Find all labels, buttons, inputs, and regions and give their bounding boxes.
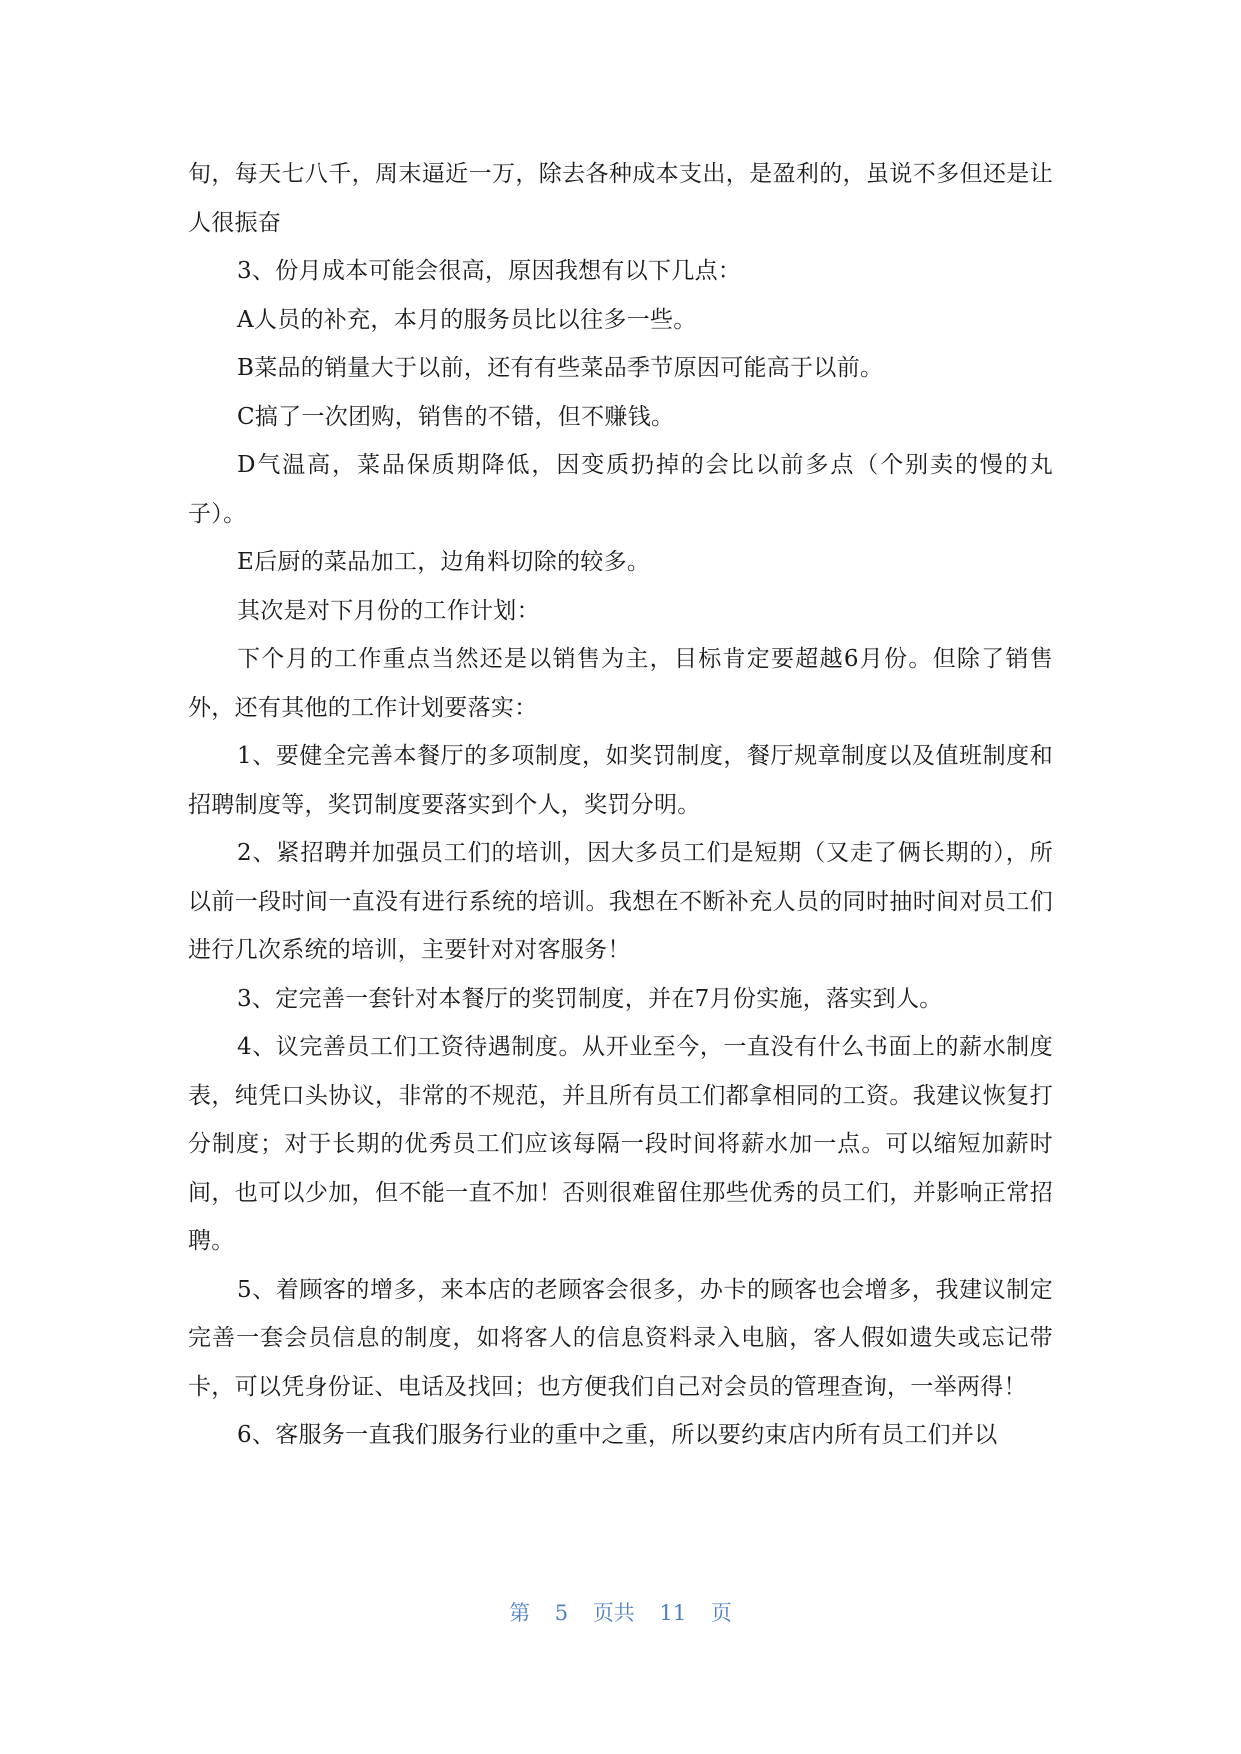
paragraph-14: 6、客服务一直我们服务行业的重中之重，所以要约束店内所有员工们并以 <box>237 1422 998 1448</box>
footer-suffix: 页 <box>710 1601 732 1625</box>
paragraph-0: 旬，每天七八千，周末逼近一万，除去各种成本支出，是盈利的，虽说不多但还是让人很振奋 <box>188 161 1053 236</box>
paragraph-8: 下个月的工作重点当然还是以销售为主，目标肯定要超越6月份。但除了销售外，还有其他的工作计划要落实： <box>188 646 1053 721</box>
paragraph-2: A人员的补充，本月的服务员比以往多一些。 <box>237 306 697 333</box>
paragraph-11: 3、定完善一套针对本餐厅的奖罚制度，并在7月份实施，落实到人。 <box>237 985 943 1012</box>
paragraph-12: 4、议完善员工们工资待遇制度。从开业至今，一直没有什么书面上的薪水制度表，纯凭口头协议，非常的不规范，并且所有员工们都拿相同的工资。我建议恢复打分制度；对于长期的优秀员工们应该每隔一段时间将薪水加一点。可以缩短加薪时间，也可以少加，但不能一直不加！否则很难留住那些优秀的员工们，并影响正常招聘。 <box>188 1034 1053 1254</box>
footer-prefix: 第 <box>509 1601 531 1625</box>
paragraph-6: E后厨的菜品加工，边角料切除的较多。 <box>237 549 651 575</box>
paragraph-10: 2、紧招聘并加强员工们的培训，因大多员工们是短期（又走了俩长期的），所以前一段时间一直没有进行系统的培训。我想在不断补充人员的同时抽时间对员工们进行几次系统的培训，主要针对对客服务！ <box>188 840 1053 963</box>
paragraph-3: B菜品的销量大于以前，还有有些菜品季节原因可能高于以前。 <box>237 355 884 381</box>
paragraph-9: 1、要健全完善本餐厅的多项制度，如奖罚制度，餐厅规章制度以及值班制度和招聘制度等，奖罚制度要落实到个人，奖罚分明。 <box>188 743 1053 818</box>
paragraph-13: 5、着顾客的增多，来本店的老顾客会很多，办卡的顾客也会增多，我建议制定完善一套会员信息的制度，如将客人的信息资料录入电脑，客人假如遗失或忘记带卡，可以凭身份证、电话及找回；也方便我们自己对会员的管理查询，一举两得！ <box>188 1276 1053 1400</box>
body-text <box>188 150 1053 1460</box>
paragraph-7: 其次是对下月份的工作计划： <box>237 597 540 624</box>
paragraph-1: 3、份月成本可能会很高，原因我想有以下几点： <box>237 258 742 284</box>
footer-total-pages: 11 <box>659 1601 687 1625</box>
footer-current-page: 5 <box>554 1601 569 1625</box>
footer-middle: 页共 <box>592 1601 635 1625</box>
paragraph-5: D气温高，菜品保质期降低，因变质扔掉的会比以前多点（个别卖的慢的丸子）。 <box>188 452 1053 527</box>
page-footer <box>0 1597 1241 1627</box>
paragraph-4: C搞了一次团购，销售的不错，但不赚钱。 <box>237 403 675 430</box>
